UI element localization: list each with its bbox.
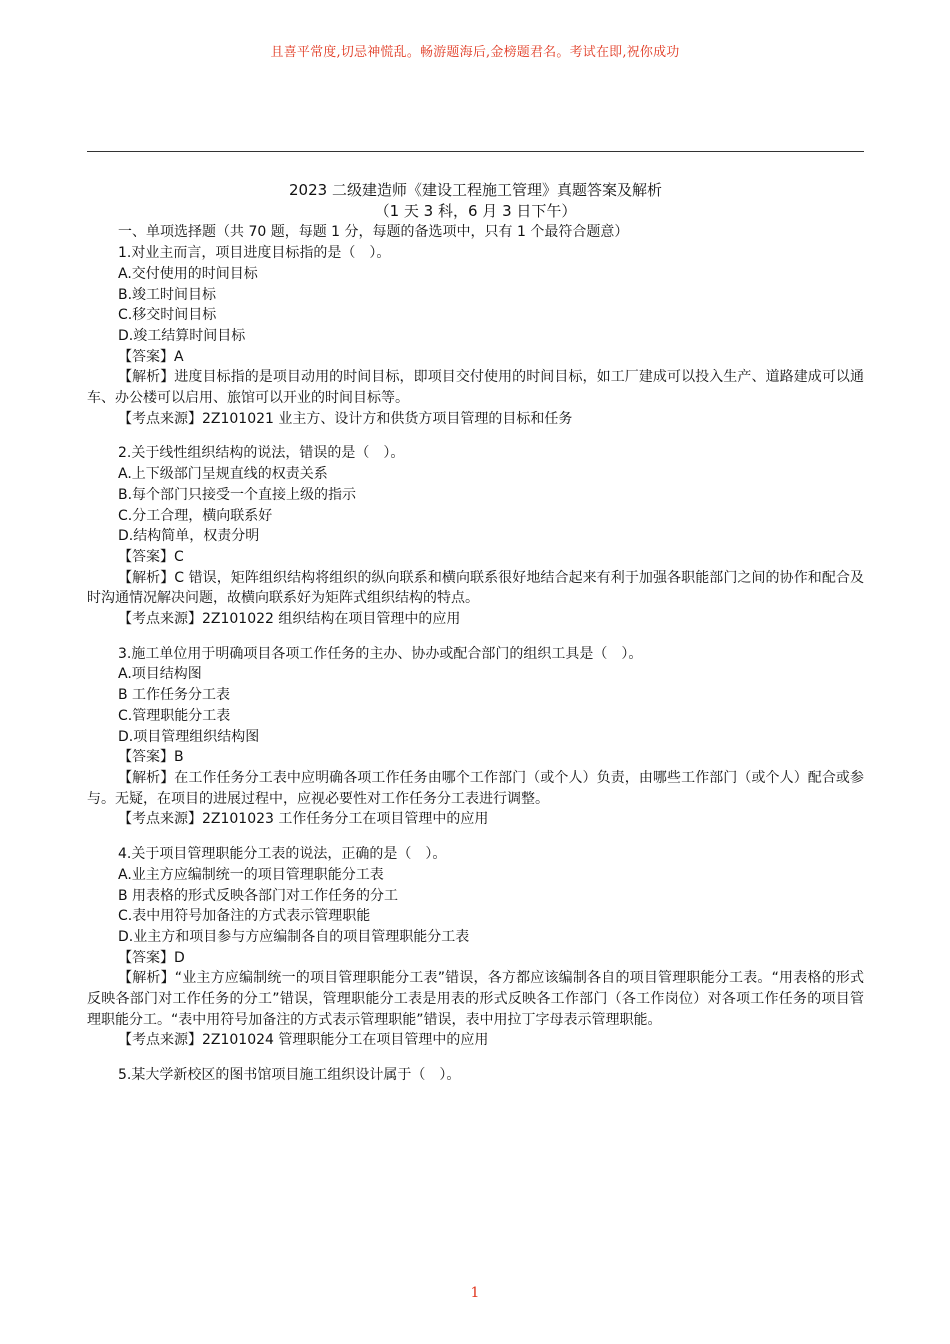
question-option: D.竣工结算时间目标 (118, 327, 246, 344)
question-source: 【考点来源】2Z101022 组织结构在项目管理中的应用 (118, 611, 461, 628)
document-subtitle: （1 天 3 科，6 月 3 日下午） (374, 201, 577, 220)
question-block (87, 243, 864, 429)
question-option: B 用表格的形式反映各部门对工作任务的分工 (118, 887, 399, 904)
question-option: D.业主方和项目参与方应编制各自的项目管理职能分工表 (118, 928, 470, 945)
question-answer: 【答案】A (118, 348, 184, 365)
document-body (87, 180, 864, 1086)
question-option: C.分工合理，横向联系好 (118, 507, 273, 524)
document-title: 2023 二级建造师《建设工程施工管理》真题答案及解析 (289, 181, 662, 199)
question-option: D.结构简单，权责分明 (118, 528, 260, 545)
question-analysis: 【解析】进度目标指的是项目动用的时间目标，即项目交付使用的时间目标，如工厂建成可以投入生产、道路建成可以通车、办公楼可以启用、旅馆可以开业的时间目标等。 (87, 369, 864, 407)
question-analysis: 【解析】“业主方应编制统一的项目管理职能分工表”错误，各方都应该编制各自的项目管理职能分工表。“用表格的形式反映各部门对工作任务的分工”错误，管理职能分工表是用表的形式反映各工作部门（各工作岗位）对各项工作任务的项目管理职能分工。“表中用符号加备注的方式表示管理职能”错误，表中用拉丁字母表示管理职能。 (87, 970, 864, 1028)
question-block (87, 644, 864, 830)
question-option: A.项目结构图 (118, 666, 202, 683)
question-stem: 4.关于项目管理职能分工表的说法，正确的是（ ）。 (118, 846, 447, 863)
question-answer: 【答案】C (118, 548, 184, 565)
question-answer: 【答案】B (118, 749, 184, 766)
header-divider (87, 151, 864, 152)
question-source: 【考点来源】2Z101023 工作任务分工在项目管理中的应用 (118, 811, 489, 828)
question-option: A.交付使用的时间目标 (118, 265, 258, 282)
question-option: C.管理职能分工表 (118, 707, 231, 724)
question-option: B.竣工时间目标 (118, 286, 217, 303)
question-stem: 2.关于线性组织结构的说法，错误的是（ ）。 (118, 445, 405, 462)
question-stem: 5.某大学新校区的图书馆项目施工组织设计属于（ ）。 (118, 1067, 461, 1084)
question-source: 【考点来源】2Z101024 管理职能分工在项目管理中的应用 (118, 1032, 489, 1049)
question-stem: 3.施工单位用于明确项目各项工作任务的主办、协办或配合部门的组织工具是（ ）。 (118, 645, 643, 662)
question-option: A.业主方应编制统一的项目管理职能分工表 (118, 866, 384, 883)
question-option: C.表中用符号加备注的方式表示管理职能 (118, 908, 371, 925)
question-block (87, 1065, 864, 1086)
question-option: B 工作任务分工表 (118, 687, 231, 704)
question-answer: 【答案】D (118, 949, 185, 966)
page-number: 1 (470, 1285, 480, 1301)
question-analysis: 【解析】在工作任务分工表中应明确各项工作任务由哪个工作部门（或个人）负责，由哪些工作部门（或个人）配合或参与。无疑，在项目的进展过程中，应视必要性对工作任务分工表进行调整。 (87, 769, 864, 807)
question-option: D.项目管理组织结构图 (118, 728, 260, 745)
question-option: B.每个部门只接受一个直接上级的指示 (118, 486, 357, 503)
question-block (87, 443, 864, 629)
question-block (87, 844, 864, 1051)
question-stem: 1.对业主而言，项目进度目标指的是（ ）。 (118, 245, 391, 262)
page-header-slogan: 且喜平常度,切忌神慌乱。畅游题海后,金榜题君名。考试在即,祝你成功 (270, 45, 680, 60)
question-analysis: 【解析】C 错误，矩阵组织结构将组织的纵向联系和横向联系很好地结合起来有利于加强各职能部门之间的协作和配合及时沟通情况解决问题，故横向联系好为矩阵式组织结构的特点。 (87, 569, 864, 607)
question-source: 【考点来源】2Z101021 业主方、设计方和供货方项目管理的目标和任务 (118, 410, 573, 427)
section-heading: 一、单项选择题（共 70 题，每题 1 分，每题的备选项中，只有 1 个最符合题意） (118, 224, 629, 241)
question-option: C.移交时间目标 (118, 307, 217, 324)
question-option: A.上下级部门呈规直线的权责关系 (118, 466, 328, 483)
